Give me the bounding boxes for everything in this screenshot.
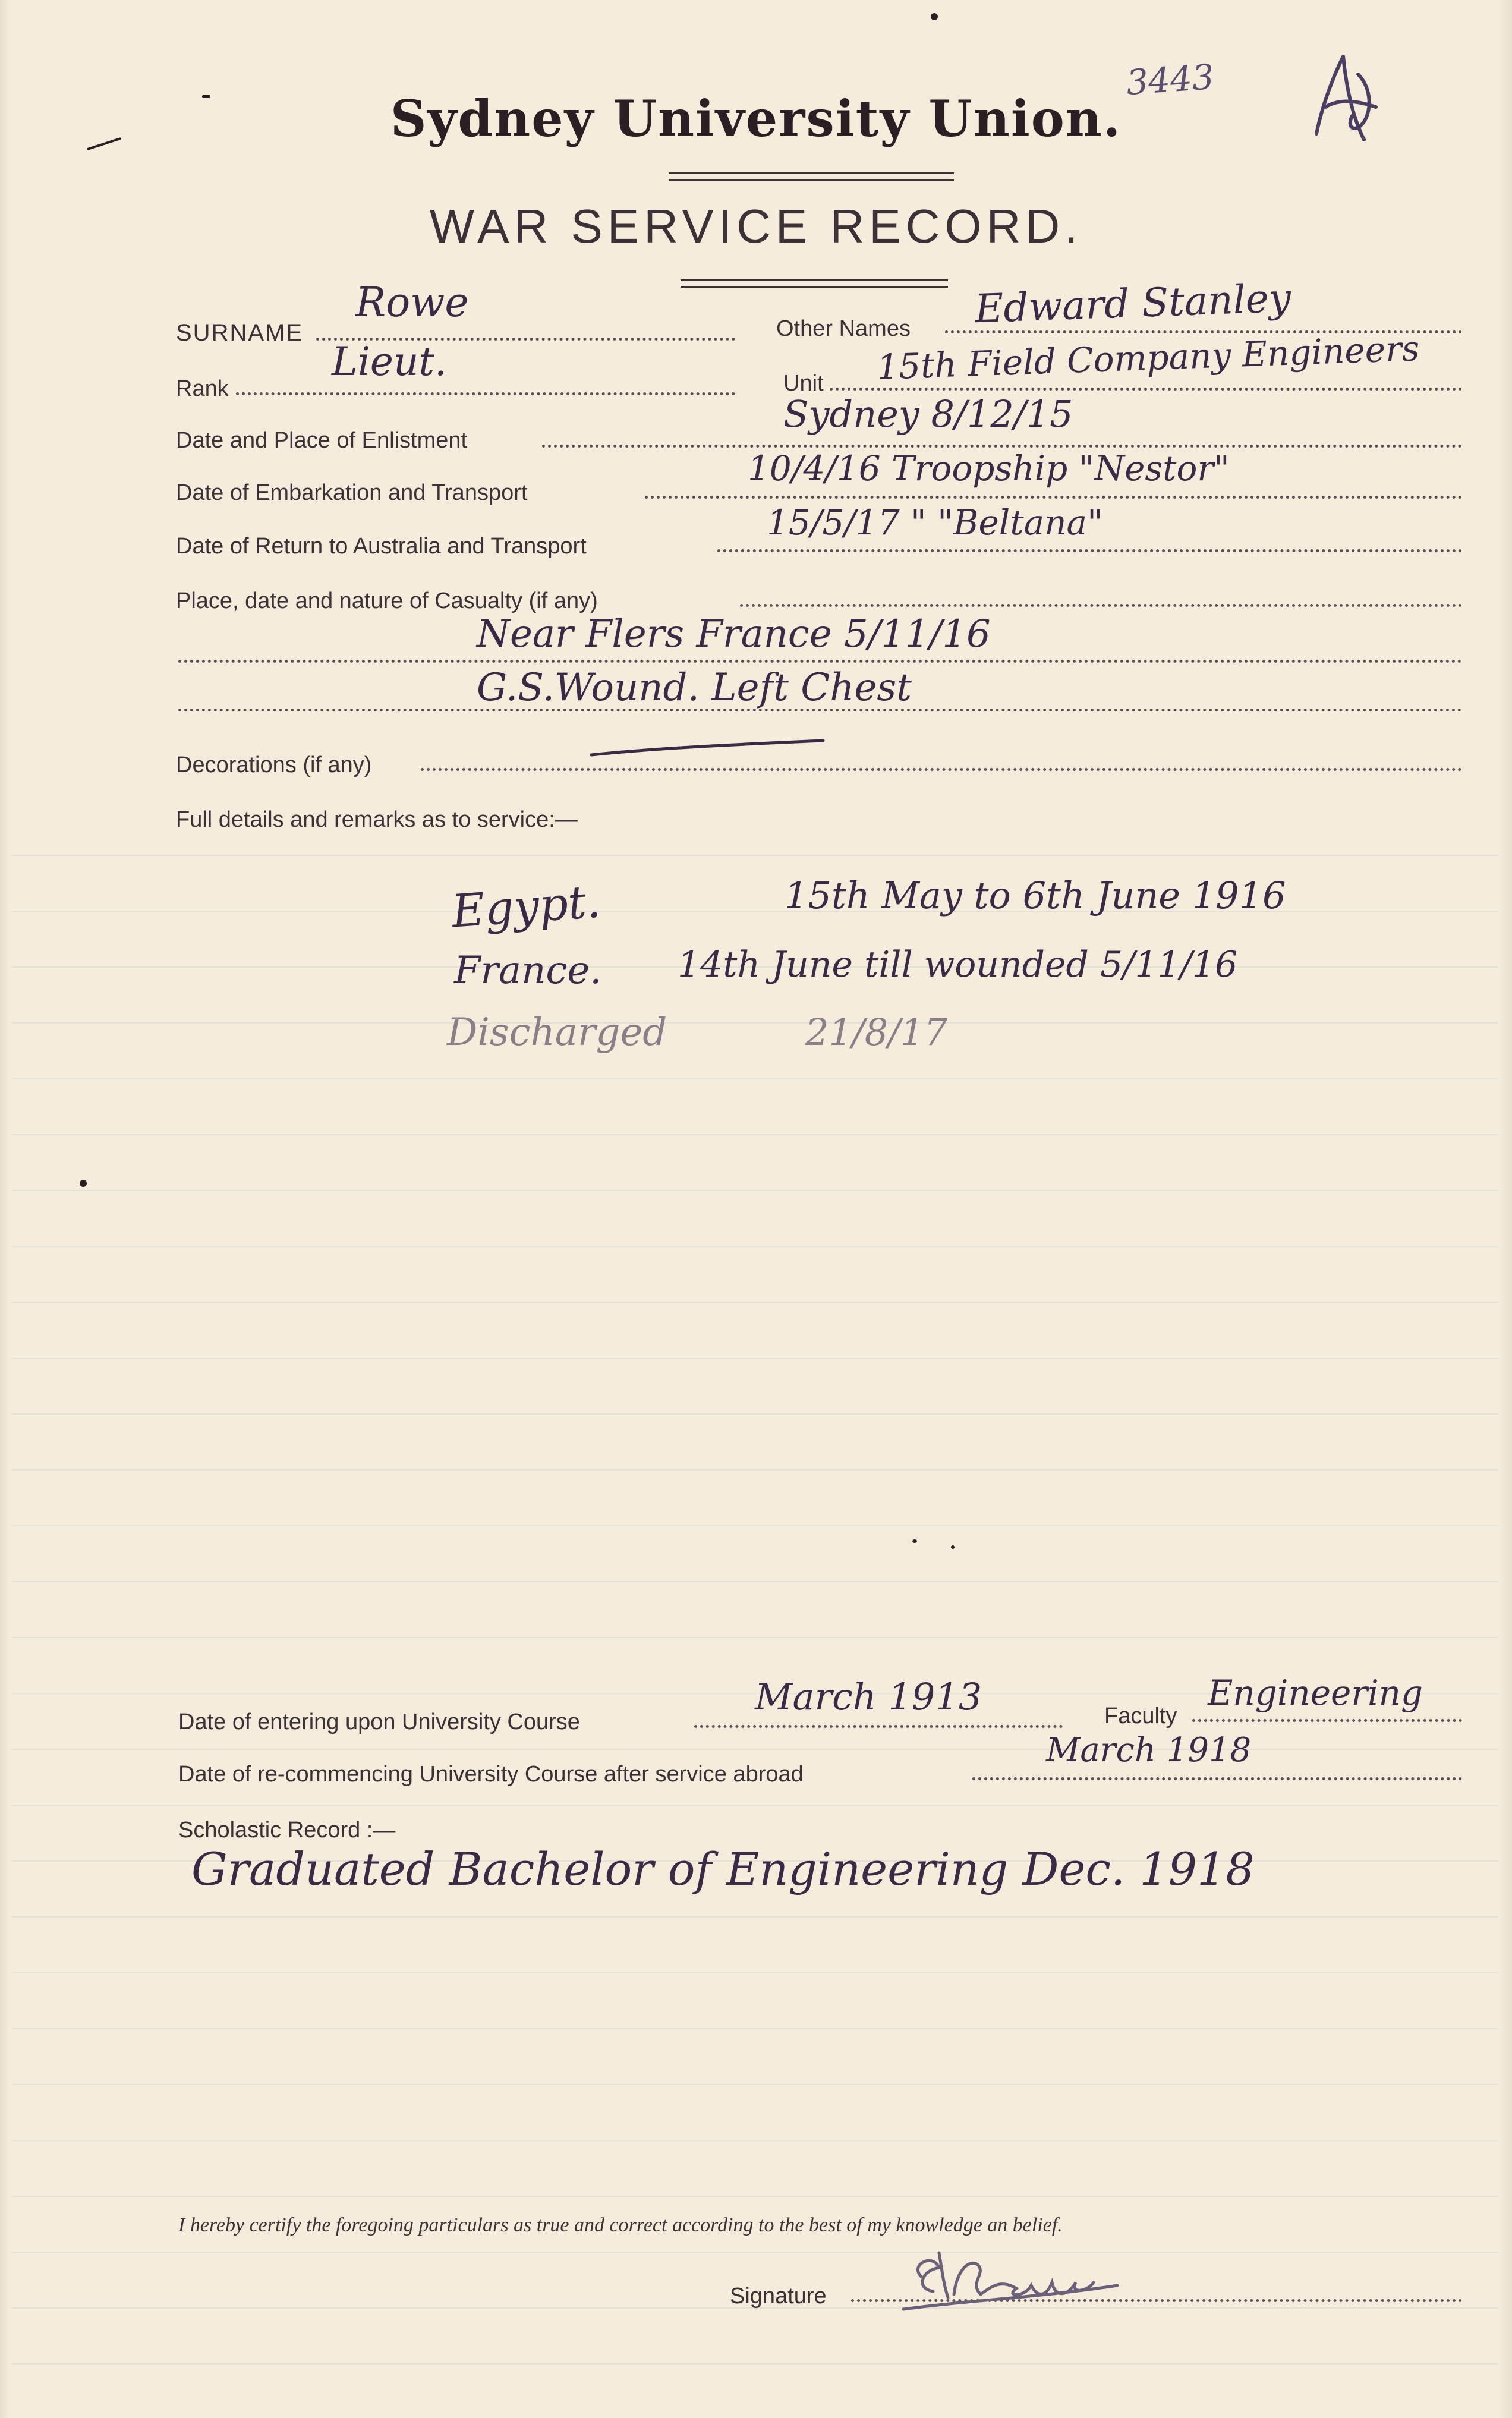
ruled-line [12, 2196, 1498, 2197]
title-divider [681, 279, 948, 288]
ink-speck [912, 1539, 917, 1543]
enlistment-label: Date and Place of Enlistment [176, 428, 468, 453]
ink-speck [951, 1545, 955, 1549]
ruled-line [12, 1302, 1498, 1303]
casualty-line-2: G.S.Wound. Left Chest [477, 666, 912, 710]
record-title: WAR SERVICE RECORD. [429, 200, 1083, 253]
ruled-line [12, 2363, 1498, 2365]
rank-label: Rank [176, 376, 229, 401]
dotted-line [717, 549, 1462, 552]
ruled-line [12, 1525, 1498, 1526]
rank-value: Lieut. [332, 339, 448, 385]
ruled-line [12, 1805, 1498, 1806]
entering-value: March 1913 [755, 1675, 982, 1718]
dotted-line [1192, 1719, 1462, 1722]
return-value: 15/5/17 " "Beltana" [767, 502, 1103, 543]
service-place-3: Discharged [447, 1010, 667, 1054]
dotted-line [421, 768, 1462, 771]
dotted-line [178, 709, 1462, 711]
ruled-line [12, 1972, 1498, 1973]
service-detail-1: 15th May to 6th June 1916 [785, 874, 1286, 917]
dotted-line [236, 392, 735, 395]
ruled-line [12, 1022, 1498, 1024]
service-place-2: France. [454, 949, 602, 993]
unit-value: 15th Field Company Engineers [876, 328, 1420, 388]
embarkation-value: 10/4/16 Troopship "Nestor" [748, 448, 1230, 489]
ruled-line [12, 2252, 1498, 2253]
dotted-line [740, 604, 1462, 607]
ruled-line [12, 1916, 1498, 1918]
ruled-line [12, 2028, 1498, 2029]
other-names-label: Other Names [776, 316, 911, 341]
service-place-1: Egypt. [450, 874, 603, 938]
ruled-line [12, 2140, 1498, 2141]
scholastic-label: Scholastic Record :— [178, 1818, 396, 1843]
other-names-value: Edward Stanley [974, 275, 1292, 332]
enlistment-value: Sydney 8/12/15 [783, 392, 1073, 436]
casualty-line-1: Near Flers France 5/11/16 [477, 612, 991, 656]
ruled-line [12, 1581, 1498, 1582]
nil-dash-icon [588, 737, 826, 761]
ruled-line [12, 1246, 1498, 1247]
dotted-line [178, 660, 1462, 663]
dotted-line [645, 496, 1462, 499]
service-detail-2: 14th June till wounded 5/11/16 [678, 944, 1238, 986]
recommencing-value: March 1918 [1046, 1731, 1252, 1770]
ruled-line [12, 855, 1498, 856]
entering-label: Date of entering upon University Course [178, 1709, 580, 1734]
ruled-line [12, 1078, 1498, 1079]
dotted-line [542, 445, 1462, 448]
scholastic-value: Graduated Bachelor of Engineering Dec. 1918 [191, 1843, 1255, 1896]
catalogue-number: 3443 [1124, 56, 1215, 103]
signature-label: Signature [730, 2284, 827, 2309]
casualty-label: Place, date and nature of Casualty (if any) [176, 588, 598, 613]
ink-speck [80, 1180, 87, 1187]
signature-image [897, 2241, 1123, 2318]
remarks-label: Full details and remarks as to service:— [176, 807, 578, 832]
ruled-line [12, 1358, 1498, 1359]
ruled-line [12, 1190, 1498, 1191]
certification-statement: I hereby certify the foregoing particulars as true and correct according to the best of my knowledge an belief. [178, 2214, 1063, 2236]
embarkation-label: Date of Embarkation and Transport [176, 480, 528, 505]
org-title: Sydney University Union. [390, 89, 1122, 148]
ruled-line [12, 2084, 1498, 2085]
dotted-line [972, 1777, 1462, 1780]
faculty-label: Faculty [1104, 1704, 1177, 1729]
title-divider [669, 172, 954, 181]
recommencing-label: Date of re-commencing University Course after service abroad [178, 1762, 804, 1787]
ruled-line [12, 1469, 1498, 1471]
ruled-line [12, 1749, 1498, 1750]
service-detail-3: 21/8/17 [805, 1010, 948, 1054]
decorations-label: Decorations (if any) [176, 753, 372, 777]
unit-label: Unit [783, 371, 824, 396]
dotted-line [694, 1725, 1063, 1728]
surname-label: SURNAME [176, 320, 304, 346]
ruled-line [12, 1637, 1498, 1638]
dotted-line [830, 388, 1462, 391]
ruled-line [12, 1134, 1498, 1135]
ink-speck [931, 13, 938, 20]
return-label: Date of Return to Australia and Transport [176, 534, 587, 559]
faculty-value: Engineering [1208, 1673, 1423, 1713]
ruled-line [12, 1413, 1498, 1415]
surname-value: Rowe [355, 279, 469, 326]
